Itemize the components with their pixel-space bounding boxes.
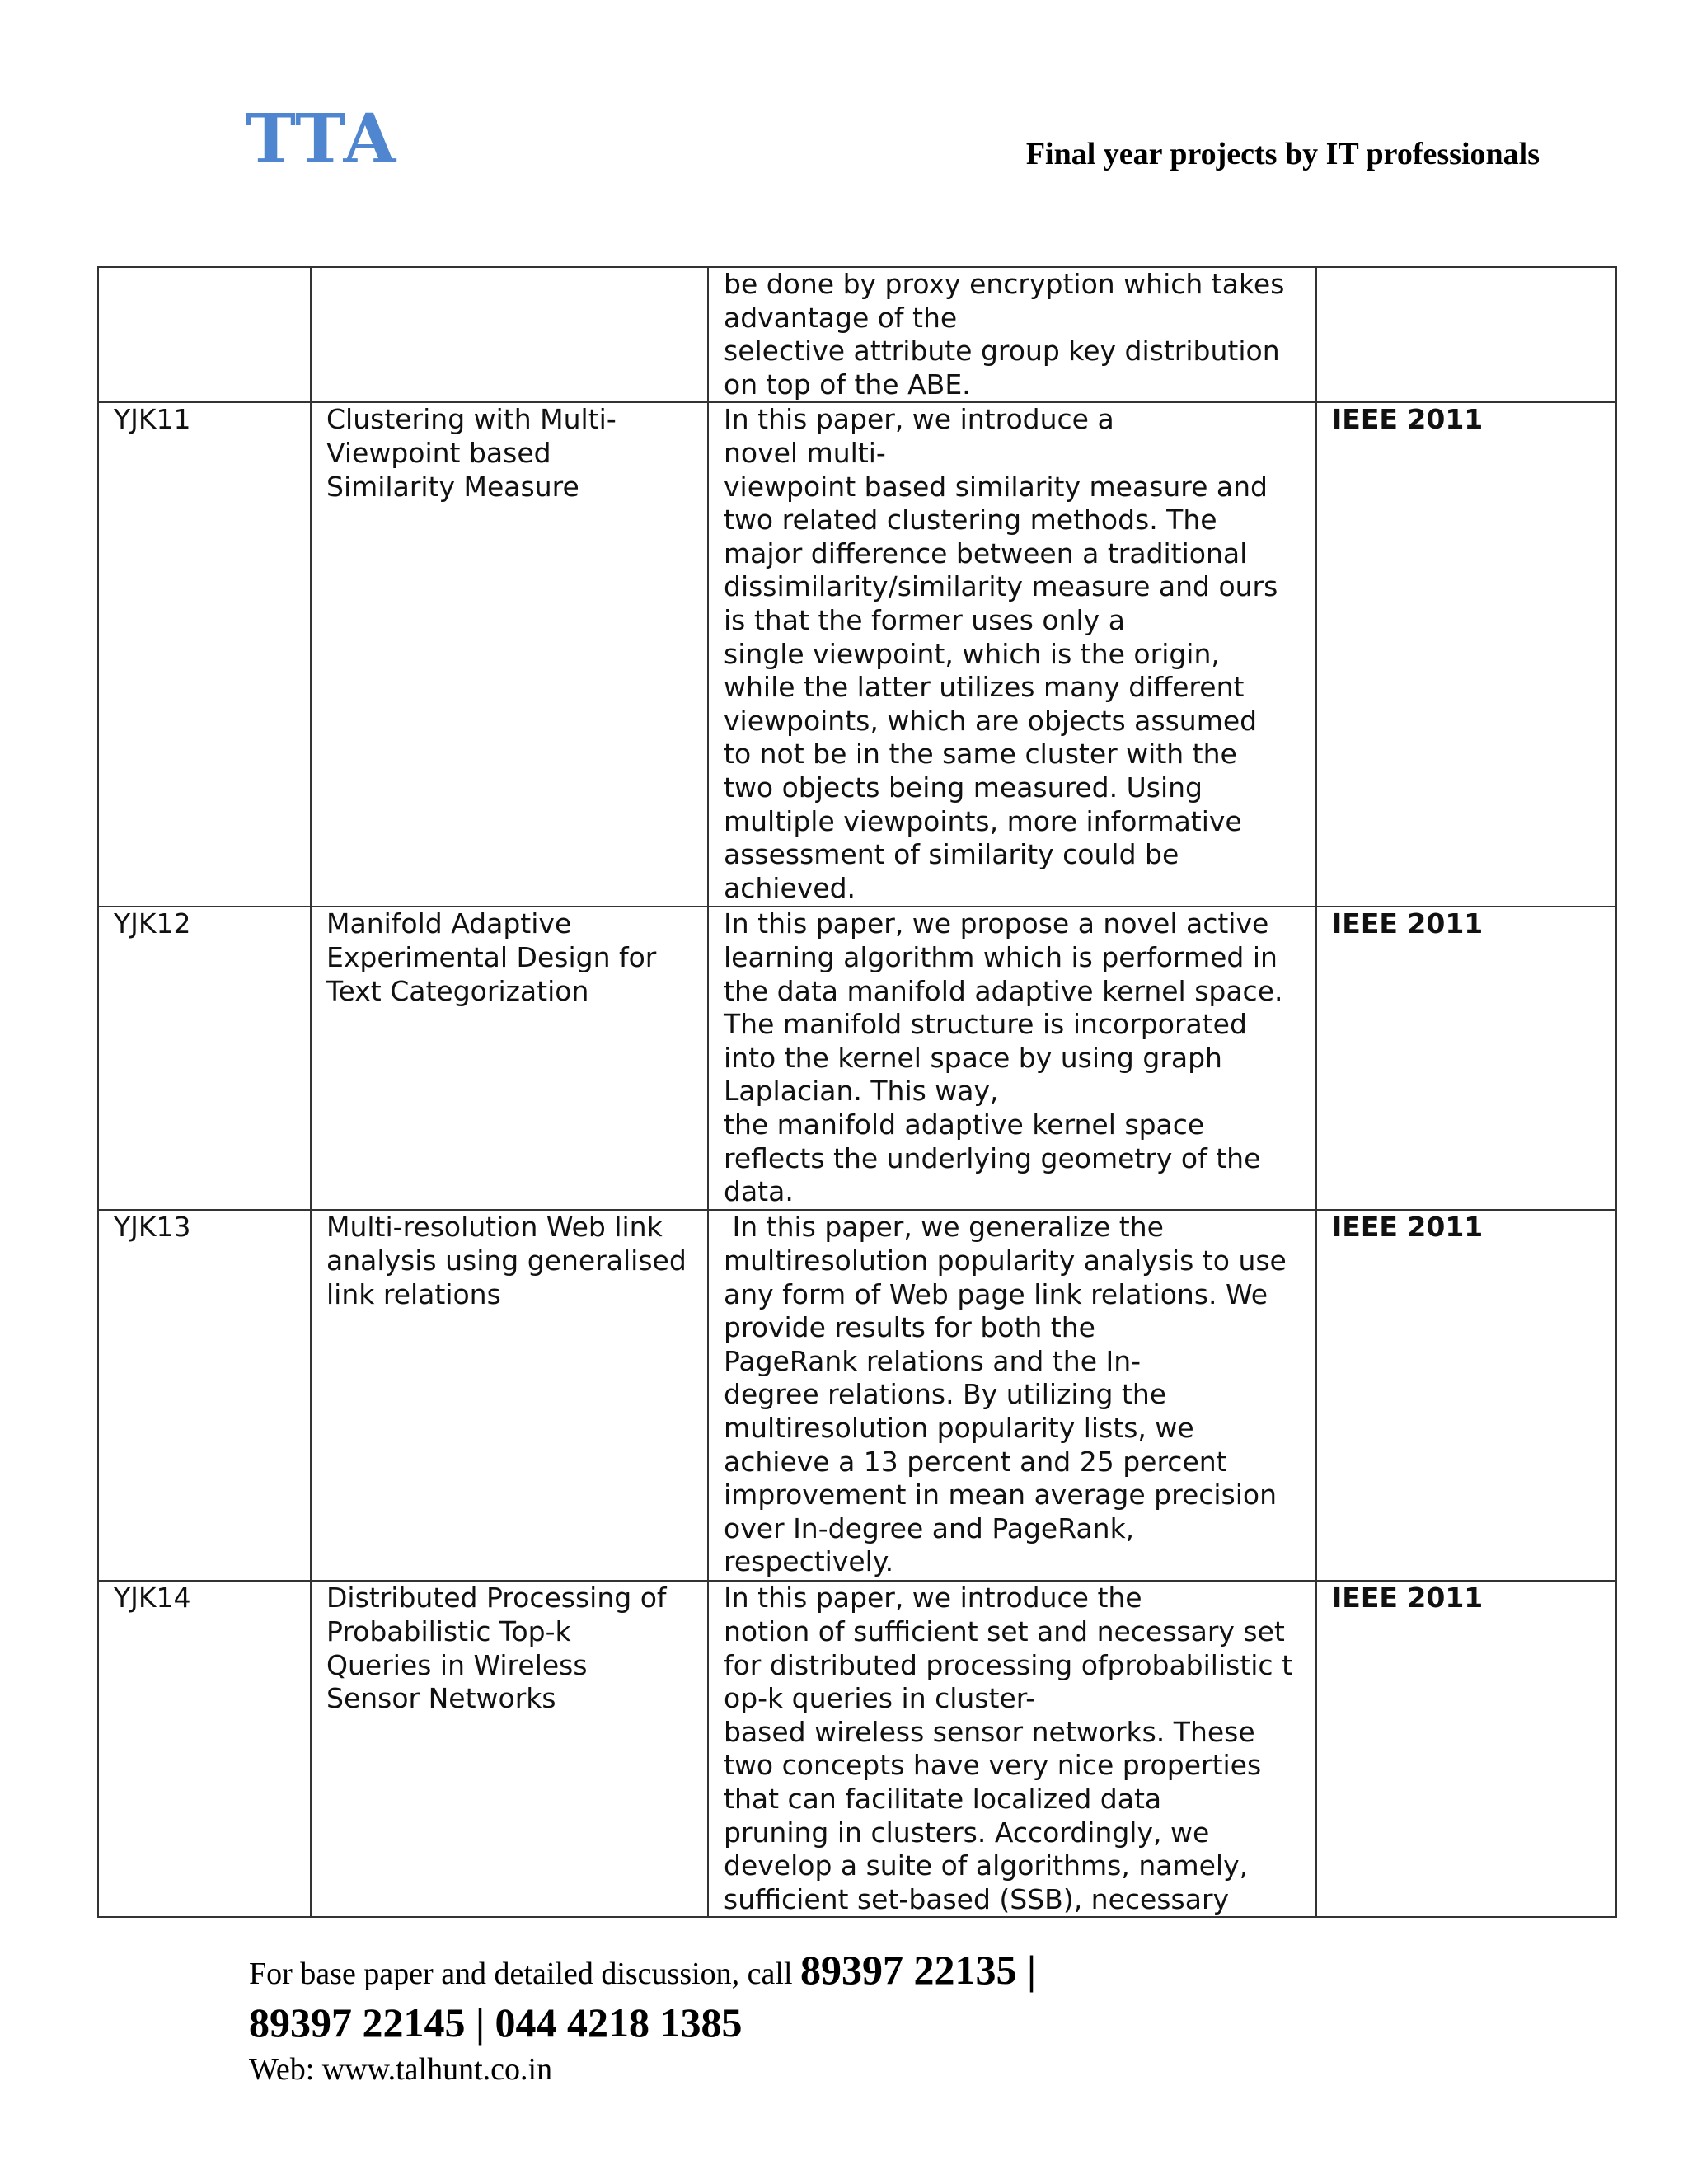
abstract-line: pruning in clusters. Accordingly, we xyxy=(724,1816,1210,1849)
title-line: analysis using generalised xyxy=(326,1244,687,1277)
abstract-line: two related clustering methods. The xyxy=(724,504,1217,537)
project-venue-cell: IEEE 2011 xyxy=(1316,402,1616,907)
project-abstract-cell xyxy=(708,267,1316,402)
project-title-cell xyxy=(311,1581,708,1917)
abstract-line: two objects being measured. Using xyxy=(724,771,1203,804)
abstract-line: provide results for both the xyxy=(724,1311,1095,1344)
abstract-line: be done by proxy encryption which takes xyxy=(724,268,1285,300)
abstract-line: selective attribute group key distribution xyxy=(724,335,1280,368)
footer-call-line xyxy=(249,1947,1036,1997)
phone-number-primary: 89397 22135 | xyxy=(800,1947,1037,1993)
title-line: Similarity Measure xyxy=(326,470,579,503)
project-title-cell xyxy=(311,402,708,907)
abstract-line: based wireless sensor networks. These xyxy=(724,1715,1255,1748)
abstract-line: multiple viewpoints, more informative xyxy=(724,804,1242,837)
table-row xyxy=(98,402,1616,907)
title-line: Queries in Wireless xyxy=(326,1648,588,1681)
project-venue-cell: IEEE 2011 xyxy=(1316,1210,1616,1581)
project-id-cell xyxy=(98,267,311,402)
abstract-line: single viewpoint, which is the origin, xyxy=(724,637,1220,670)
footer-web: Web: www.talhunt.co.in xyxy=(249,2052,553,2087)
abstract-line: for distributed processing ofprobabilistic t xyxy=(724,1648,1293,1681)
table-row xyxy=(98,907,1616,1210)
project-abstract-cell xyxy=(708,1581,1316,1917)
abstract-line: advantage of the xyxy=(724,301,958,334)
abstract-line: that can facilitate localized data xyxy=(724,1782,1162,1815)
project-title-cell xyxy=(311,907,708,1210)
footer-contact xyxy=(249,1947,1036,2091)
abstract-line: respectively. xyxy=(724,1545,894,1578)
abstract-line: into the kernel space by using graph xyxy=(724,1041,1222,1074)
project-venue-cell xyxy=(1316,267,1616,402)
project-id-cell: YJK13 xyxy=(98,1210,311,1581)
abstract-line: degree relations. By utilizing the xyxy=(724,1378,1167,1411)
phone-numbers-secondary: 89397 22145 | 044 4218 1385 xyxy=(249,1999,743,2046)
abstract-line: achieved. xyxy=(724,871,856,904)
projects-table xyxy=(97,266,1617,1918)
project-title-cell xyxy=(311,267,708,402)
abstract-line: the data manifold adaptive kernel space. xyxy=(724,974,1283,1007)
abstract-line: learning algorithm which is performed in xyxy=(724,940,1278,973)
title-line: Distributed Processing of xyxy=(326,1582,667,1615)
abstract-line: In this paper, we propose a novel active xyxy=(724,907,1269,940)
abstract-line: improvement in mean average precision xyxy=(724,1479,1278,1511)
project-abstract-cell xyxy=(708,1210,1316,1581)
abstract-line: op-k queries in cluster- xyxy=(724,1682,1036,1715)
table-row xyxy=(98,1581,1616,1917)
title-line: link relations xyxy=(326,1277,501,1310)
project-abstract-cell xyxy=(708,907,1316,1210)
abstract-line: is that the former uses only a xyxy=(724,603,1125,636)
header-tagline: Final year projects by IT professionals xyxy=(1025,137,1540,171)
project-venue-cell: IEEE 2011 xyxy=(1316,1581,1616,1917)
table-row xyxy=(98,1210,1616,1581)
project-id-cell: YJK14 xyxy=(98,1581,311,1917)
project-abstract-cell xyxy=(708,402,1316,907)
abstract-line: reflects the underlying geometry of the xyxy=(724,1141,1261,1174)
abstract-line: develop a suite of algorithms, namely, xyxy=(724,1849,1249,1882)
abstract-line: to not be in the same cluster with the xyxy=(724,738,1237,771)
abstract-line: viewpoints, which are objects assumed xyxy=(724,704,1258,737)
abstract-line: The manifold structure is incorporated xyxy=(724,1008,1247,1041)
abstract-line: sufficient set-based (SSB), necessary xyxy=(724,1882,1230,1915)
tta-logo: TTA xyxy=(246,100,398,179)
project-venue-cell: IEEE 2011 xyxy=(1316,907,1616,1210)
title-line: Experimental Design for xyxy=(326,940,657,973)
abstract-line: major difference between a traditional xyxy=(724,537,1248,569)
abstract-line: assessment of similarity could be xyxy=(724,838,1179,871)
abstract-line: achieve a 13 percent and 25 percent xyxy=(724,1445,1227,1478)
title-line: Viewpoint based xyxy=(326,436,551,469)
title-line: Sensor Networks xyxy=(326,1682,556,1715)
title-line: Clustering with Multi- xyxy=(326,403,617,436)
title-line: Probabilistic Top-k xyxy=(326,1615,571,1647)
abstract-line: In this paper, we introduce the xyxy=(724,1582,1142,1615)
abstract-line: data. xyxy=(724,1175,794,1208)
project-id-cell: YJK11 xyxy=(98,402,311,907)
abstract-line: while the latter utilizes many different xyxy=(724,671,1245,704)
abstract-line: PageRank relations and the In- xyxy=(724,1344,1142,1377)
footer-intro: For base paper and detailed discussion, call xyxy=(249,1957,801,1991)
abstract-line: notion of sufficient set and necessary set xyxy=(724,1615,1285,1647)
project-title-cell xyxy=(311,1210,708,1581)
abstract-line: two concepts have very nice properties xyxy=(724,1749,1262,1782)
abstract-line: viewpoint based similarity measure and xyxy=(724,470,1268,503)
abstract-line: novel multi- xyxy=(724,436,886,469)
abstract-line: multiresolution popularity analysis to use xyxy=(724,1244,1287,1277)
abstract-line: dissimilarity/similarity measure and ours xyxy=(724,570,1278,603)
abstract-line: any form of Web page link relations. We xyxy=(724,1277,1268,1310)
title-line: Text Categorization xyxy=(326,974,589,1007)
abstract-line: In this paper, we introduce a xyxy=(724,403,1114,436)
abstract-line: multiresolution popularity lists, we xyxy=(724,1411,1194,1444)
title-line: Manifold Adaptive xyxy=(326,907,572,940)
abstract-line: over In-degree and PageRank, xyxy=(724,1511,1135,1544)
abstract-line: the manifold adaptive kernel space xyxy=(724,1108,1205,1141)
project-id-cell: YJK12 xyxy=(98,907,311,1210)
abstract-line: on top of the ABE. xyxy=(724,368,971,401)
table-row xyxy=(98,267,1616,402)
title-line: Multi-resolution Web link xyxy=(326,1211,663,1244)
abstract-line: Laplacian. This way, xyxy=(724,1075,999,1108)
abstract-line: In this paper, we generalize the xyxy=(724,1211,1164,1244)
